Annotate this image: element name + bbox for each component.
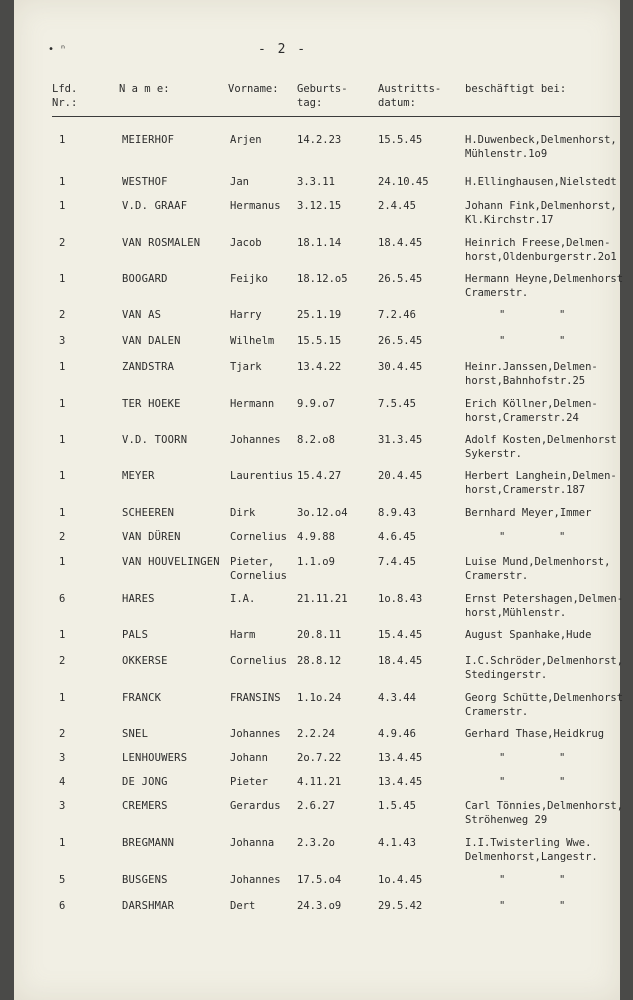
row-number: 1 (59, 398, 66, 410)
row-number: 1 (59, 837, 66, 849)
ditto-mark: " (559, 900, 566, 912)
header-vorname: Vorname: (228, 83, 279, 95)
first-name: Tjark (230, 361, 262, 373)
ditto-mark: " (499, 335, 506, 347)
employer: Herbert Langhein,Delmen- horst,Cramerstr.187 (465, 470, 617, 496)
employer: Heinr.Janssen,Delmen- horst,Bahnhofstr.25 (465, 361, 598, 387)
birth-date: 15.4.27 (297, 470, 342, 482)
birth-date: 9.9.o7 (297, 398, 335, 410)
first-name: Hermanus (230, 200, 281, 212)
exit-date: 4.9.46 (378, 728, 416, 740)
surname: SCHEEREN (122, 507, 175, 519)
first-name: Cornelius (230, 531, 287, 543)
exit-date: 4.6.45 (378, 531, 416, 543)
birth-date: 17.5.o4 (297, 874, 342, 886)
ditto-mark: " (559, 309, 566, 321)
birth-date: 18.12.o5 (297, 273, 348, 285)
ditto-mark: " (499, 309, 506, 321)
exit-date: 26.5.45 (378, 335, 423, 347)
exit-date: 18.4.45 (378, 237, 423, 249)
table-row (14, 469, 620, 509)
birth-date: 1.1.o9 (297, 556, 335, 568)
first-name: Johannes (230, 874, 281, 886)
employer: I.C.Schröder,Delmenhorst, Stedingerstr. (465, 655, 624, 681)
table-row (14, 133, 620, 173)
employer: H.Ellinghausen,Nielstedt (465, 176, 617, 188)
ditto-mark: " (499, 874, 506, 886)
first-name: Pieter, Cornelius (230, 556, 287, 582)
table-row (14, 360, 620, 400)
row-number: 1 (59, 507, 66, 519)
birth-date: 8.2.o8 (297, 434, 335, 446)
surname: BREGMANN (122, 837, 175, 849)
first-name: Johanna (230, 837, 275, 849)
surname: ZANDSTRA (122, 361, 175, 373)
first-name: Gerardus (230, 800, 281, 812)
row-number: 3 (59, 800, 66, 812)
first-name: Pieter (230, 776, 268, 788)
first-name: FRANSINS (230, 692, 281, 704)
employer: Johann Fink,Delmenhorst, Kl.Kirchstr.17 (465, 200, 617, 226)
first-name: Johannes (230, 434, 281, 446)
birth-date: 3.12.15 (297, 200, 342, 212)
employer: I.I.Twisterling Wwe. Delmenhorst,Langestr. (465, 837, 598, 863)
birth-date: 25.1.19 (297, 309, 342, 321)
header-lfd: Lfd. Nr.: (52, 83, 78, 109)
exit-date: 7.4.45 (378, 556, 416, 568)
first-name: Dirk (230, 507, 256, 519)
exit-date: 7.5.45 (378, 398, 416, 410)
exit-date: 18.4.45 (378, 655, 423, 667)
header-beschaeftigt: beschäftigt bei: (465, 83, 567, 95)
table-row (14, 433, 620, 473)
table-row (14, 199, 620, 239)
birth-date: 14.2.23 (297, 134, 342, 146)
corner-mark: • ⁿ (48, 44, 67, 55)
table-row (14, 592, 624, 632)
birth-date: 21.11.21 (297, 593, 348, 605)
row-number: 3 (59, 752, 66, 764)
employer: Luise Mund,Delmenhorst, Cramerstr. (465, 556, 611, 582)
first-name: Hermann (230, 398, 275, 410)
table-row (14, 236, 620, 276)
row-number: 1 (59, 556, 66, 568)
surname: MEYER (122, 470, 155, 482)
exit-date: 15.5.45 (378, 134, 423, 146)
ditto-mark: " (559, 752, 566, 764)
exit-date: 24.10.45 (378, 176, 429, 188)
row-number: 2 (59, 531, 66, 543)
employer: Gerhard Thase,Heidkrug (465, 728, 605, 740)
exit-date: 15.4.45 (378, 629, 423, 641)
row-number: 6 (59, 900, 66, 912)
first-name: Johann (230, 752, 268, 764)
exit-date: 26.5.45 (378, 273, 423, 285)
page-number: - 2 - (258, 42, 308, 57)
surname: WESTHOF (122, 176, 168, 188)
table-row (14, 272, 624, 312)
surname: DARSHMAR (122, 900, 175, 912)
birth-date: 13.4.22 (297, 361, 342, 373)
birth-date: 2o.7.22 (297, 752, 342, 764)
exit-date: 13.4.45 (378, 752, 423, 764)
table-row (14, 397, 620, 437)
row-number: 6 (59, 593, 66, 605)
first-name: Wilhelm (230, 335, 275, 347)
birth-date: 28.8.12 (297, 655, 342, 667)
surname: SNEL (122, 728, 149, 740)
surname: LENHOUWERS (122, 752, 188, 764)
first-name: Cornelius (230, 655, 287, 667)
exit-date: 29.5.42 (378, 900, 423, 912)
row-number: 3 (59, 335, 66, 347)
ditto-mark: " (499, 531, 506, 543)
header-rule (52, 116, 620, 117)
ditto-mark: " (559, 531, 566, 543)
row-number: 1 (59, 176, 66, 188)
surname: BUSGENS (122, 874, 168, 886)
row-number: 5 (59, 874, 66, 886)
exit-date: 4.1.43 (378, 837, 416, 849)
first-name: Dert (230, 900, 256, 912)
employer: Erich Köllner,Delmen- horst,Cramerstr.24 (465, 398, 598, 424)
ditto-mark: " (499, 752, 506, 764)
exit-date: 8.9.43 (378, 507, 416, 519)
surname: OKKERSE (122, 655, 168, 667)
employer: H.Duwenbeck,Delmenhorst, Mühlenstr.1o9 (465, 134, 617, 160)
first-name: Harry (230, 309, 262, 321)
first-name: Laurentius (230, 470, 294, 482)
employer: Bernhard Meyer,Immer (465, 507, 592, 519)
birth-date: 4.9.88 (297, 531, 335, 543)
table-row (14, 555, 620, 595)
surname: MEIERHOF (122, 134, 175, 146)
surname: FRANCK (122, 692, 162, 704)
surname: TER HOEKE (122, 398, 181, 410)
surname: CREMERS (122, 800, 168, 812)
surname: HARES (122, 593, 155, 605)
surname: BOOGARD (122, 273, 168, 285)
exit-date: 13.4.45 (378, 776, 423, 788)
row-number: 2 (59, 655, 66, 667)
first-name: Jacob (230, 237, 262, 249)
exit-date: 20.4.45 (378, 470, 423, 482)
birth-date: 20.8.11 (297, 629, 342, 641)
birth-date: 2.3.2o (297, 837, 335, 849)
surname: VAN ROSMALEN (122, 237, 201, 249)
surname: VAN AS (122, 309, 162, 321)
row-number: 2 (59, 237, 66, 249)
row-number: 1 (59, 629, 66, 641)
exit-date: 30.4.45 (378, 361, 423, 373)
table-row (14, 899, 620, 939)
header-austritt: Austritts- datum: (378, 83, 442, 109)
employer: Hermann Heyne,Delmenhorst Cramerstr. (465, 273, 624, 299)
row-number: 1 (59, 470, 66, 482)
document-sheet (14, 0, 624, 1000)
birth-date: 3o.12.o4 (297, 507, 348, 519)
exit-date: 1o.8.43 (378, 593, 423, 605)
birth-date: 4.11.21 (297, 776, 342, 788)
birth-date: 1.1o.24 (297, 692, 342, 704)
birth-date: 24.3.o9 (297, 900, 342, 912)
row-number: 2 (59, 309, 66, 321)
ditto-mark: " (559, 335, 566, 347)
row-number: 2 (59, 728, 66, 740)
surname: V.D. GRAAF (122, 200, 188, 212)
exit-date: 1o.4.45 (378, 874, 423, 886)
birth-date: 18.1.14 (297, 237, 342, 249)
first-name: Johannes (230, 728, 281, 740)
surname: V.D. TOORN (122, 434, 188, 446)
employer: Georg Schütte,Delmenhorst Cramerstr. (465, 692, 624, 718)
employer: August Spanhake,Hude (465, 629, 592, 641)
first-name: I.A. (230, 593, 256, 605)
exit-date: 2.4.45 (378, 200, 416, 212)
row-number: 1 (59, 434, 66, 446)
row-number: 1 (59, 692, 66, 704)
employer: Ernst Petershagen,Delmen- horst,Mühlenstr. (465, 593, 624, 619)
table-row (14, 799, 624, 839)
birth-date: 2.6.27 (297, 800, 335, 812)
table-row (14, 691, 624, 731)
row-number: 1 (59, 134, 66, 146)
header-name: N a m e: (119, 83, 170, 95)
header-geburtstag: Geburts- tag: (297, 83, 348, 109)
exit-date: 4.3.44 (378, 692, 416, 704)
birth-date: 3.3.11 (297, 176, 335, 188)
first-name: Feijko (230, 273, 268, 285)
row-number: 4 (59, 776, 66, 788)
row-number: 1 (59, 273, 66, 285)
exit-date: 1.5.45 (378, 800, 416, 812)
ditto-mark: " (559, 874, 566, 886)
first-name: Harm (230, 629, 256, 641)
ditto-mark: " (499, 776, 506, 788)
ditto-mark: " (559, 776, 566, 788)
surname: PALS (122, 629, 149, 641)
surname: DE JONG (122, 776, 168, 788)
surname: VAN HOUVELINGEN (122, 556, 220, 568)
exit-date: 7.2.46 (378, 309, 416, 321)
first-name: Jan (230, 176, 249, 188)
table-row (14, 836, 620, 876)
ditto-mark: " (499, 900, 506, 912)
surname: VAN DALEN (122, 335, 181, 347)
table-row (14, 654, 624, 694)
exit-date: 31.3.45 (378, 434, 423, 446)
row-number: 1 (59, 200, 66, 212)
employer: Adolf Kosten,Delmenhorst Sykerstr. (465, 434, 617, 460)
employer: Heinrich Freese,Delmen- horst,Oldenburgerstr.2o1 (465, 237, 617, 263)
first-name: Arjen (230, 134, 262, 146)
employer: Carl Tönnies,Delmenhorst, Ströhenweg 29 (465, 800, 624, 826)
birth-date: 2.2.24 (297, 728, 335, 740)
row-number: 1 (59, 361, 66, 373)
birth-date: 15.5.15 (297, 335, 342, 347)
surname: VAN DÜREN (122, 531, 181, 543)
